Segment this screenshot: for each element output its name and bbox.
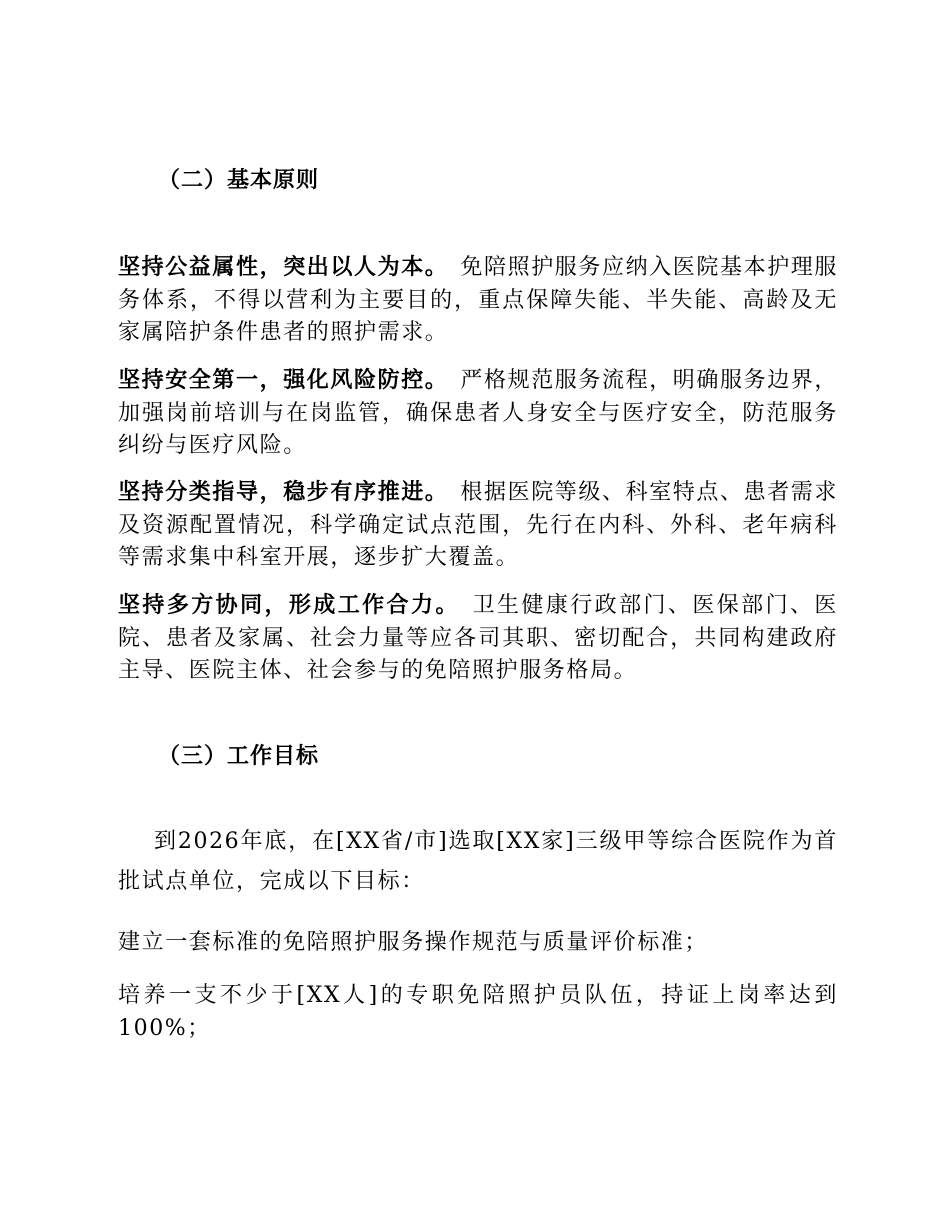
section-heading-work-goals: （三）工作目标 [158,743,320,769]
goal-item-1: 建立一套标准的免陪照护服务操作规范与质量评价标准； [118,930,709,955]
section-heading-basic-principles: （二）基本原则 [158,167,320,193]
principle-paragraph-2 [118,364,838,463]
principle-lead-3: 坚持分类指导，稳步有序推进。 [118,479,449,505]
principle-body-3: 根据医院等级、科室特点、患者需求及资源配置情况，科学确定试点范围，先行在内科、外科、老年病科等需求集中科室开展，逐步扩大覆盖。 [118,480,839,570]
principle-paragraph-3 [118,476,838,575]
principle-body-1: 免陪照护服务应纳入医院基本护理服务体系，不得以营利为主要目的，重点保障失能、半失能、高龄及无家属陪护条件患者的照护需求。 [118,255,839,345]
principle-body-2: 严格规范服务流程，明确服务边界，加强岗前培训与在岗监管，确保患者人身安全与医疗安全，防范服务纠纷与医疗风险。 [118,368,839,458]
principle-paragraph-1 [118,251,838,350]
goals-intro-paragraph: 到2026年底，在[XX省/市]选取[XX家]三级甲等综合医院作为首批试点单位，完成以下目标： [118,829,838,894]
goal-item-2: 培养一支不少于[XX人]的专职免陪照护员队伍，持证上岗率达到100%； [118,983,838,1041]
principle-body-4: 卫生健康行政部门、医保部门、医院、患者及家属、社会力量等应各司其职、密切配合，共同构建政府主导、医院主体、社会参与的免陪照护服务格局。 [118,593,838,683]
principle-paragraph-4 [118,589,838,688]
principle-lead-4: 坚持多方协同，形成工作合力。 [118,592,460,618]
principle-lead-2: 坚持安全第一，强化风险防控。 [118,367,449,393]
principle-lead-1: 坚持公益属性，突出以人为本。 [118,254,449,280]
